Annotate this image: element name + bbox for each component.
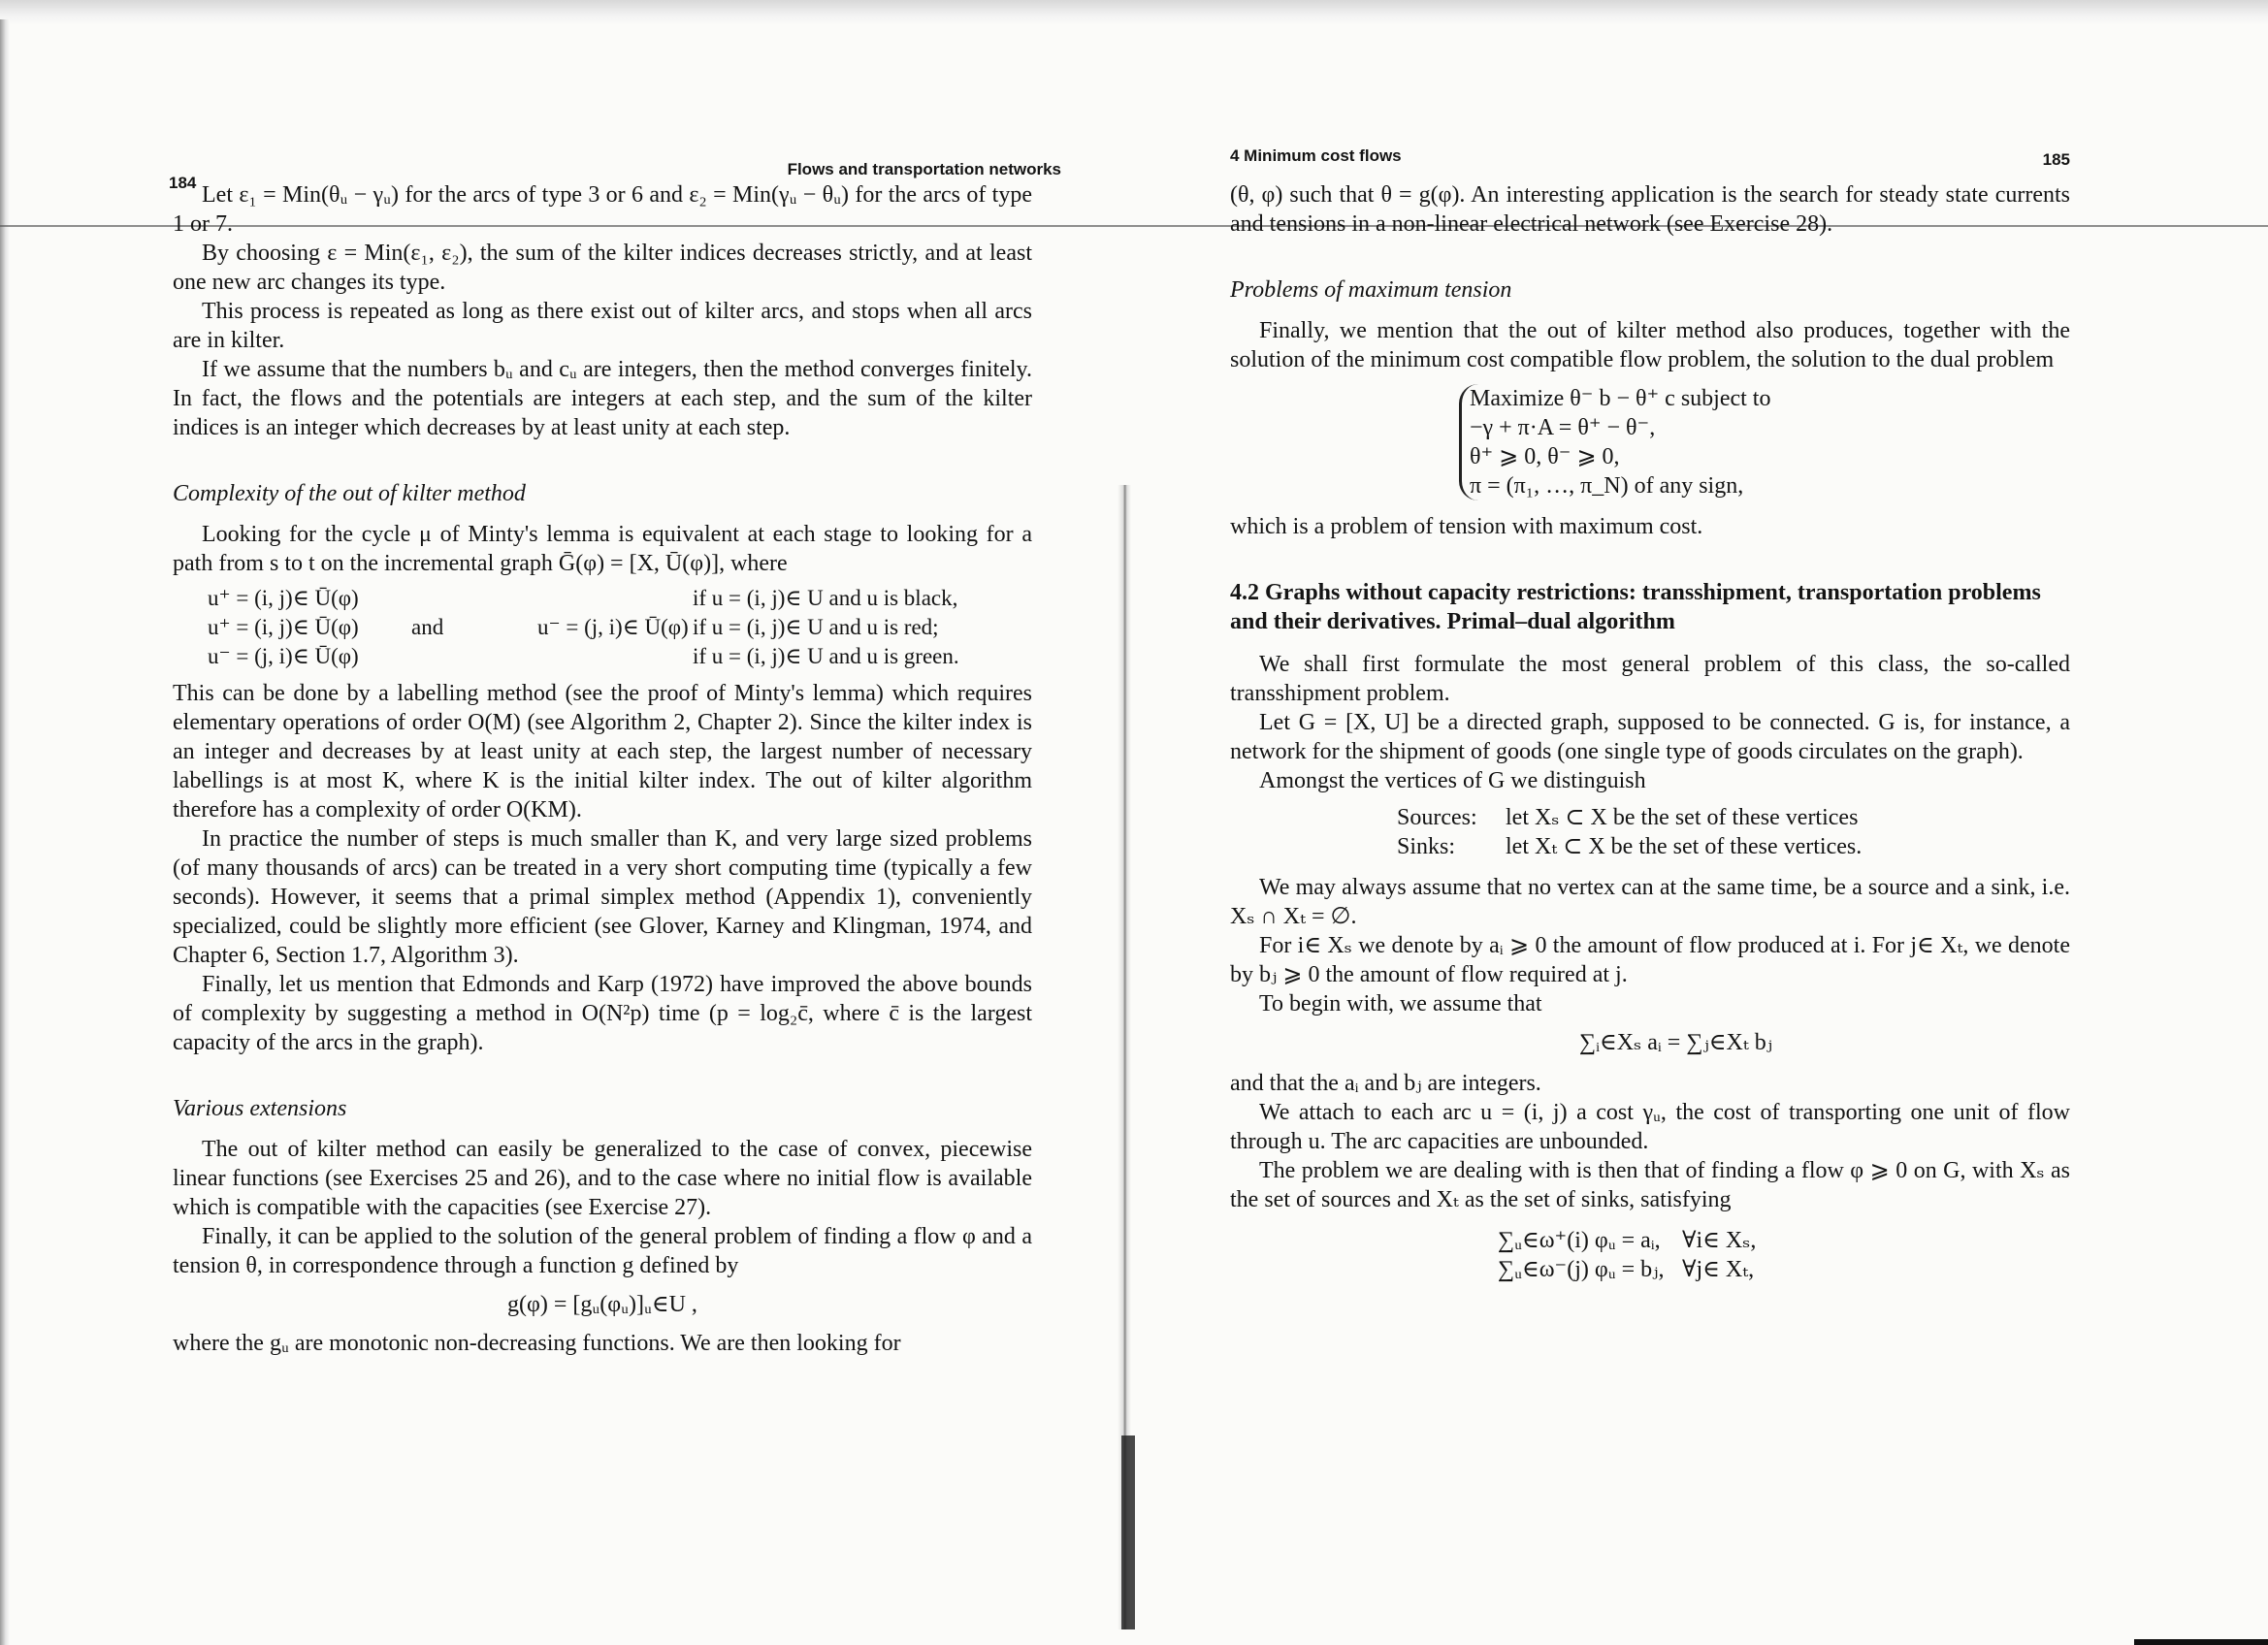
case-row: u⁺ = (i, j)∈ Ū(φ) and u⁻ = (j, i)∈ Ū(φ) if u = (i, j)∈ U and u is red; [208,615,939,639]
max-tension-heading: Problems of maximum tension [1230,277,1512,303]
supply-demand-equation: ∑ᵢ∈Xₛ aᵢ = ∑ⱼ∈Xₜ bⱼ [1579,1030,1773,1055]
right-paragraph: To begin with, we assume that [1259,991,1542,1016]
book-gutter-shadow [1121,1435,1135,1629]
right-paragraph: For i∈ Xₛ we denote by aᵢ ⩾ 0 the amount of flow produced at i. For j∈ Xₜ, we denote by bⱼ ⩾ 0 the amount of flow required at j. [1230,933,2070,987]
case-row: u⁻ = (j, i)∈ Ū(φ) if u = (i, j)∈ U and u is green. [208,644,959,668]
right-paragraph: Let G = [X, U] be a directed graph, supposed to be connected. G is, for instance, a network for the shipment of goods (one single type of goods circulates on the graph). [1230,710,2070,764]
left-running-head [169,145,1061,192]
right-paragraph: (θ, φ) such that θ = g(φ). An interesting application is the search for steady state currents and tensions in a non-linear electrical network (see Exercise 28). [1230,182,2070,237]
dual-problem-system: Maximize θ⁻ b − θ⁺ c subject to −γ + π·A = θ⁺ − θ⁻, θ⁺ ⩾ 0, θ⁻ ⩾ 0, π = (π₁, …, π_N) of any sign, [1459,384,2070,500]
right-paragraph: Amongst the vertices of G we distinguish [1259,768,1646,793]
g-formula: g(φ) = [gᵤ(φᵤ)]ᵤ∈U , [507,1292,697,1317]
right-paragraph: and that the aᵢ and bⱼ are integers. [1230,1071,1541,1096]
scan-top-band [0,0,2268,25]
left-paragraph: By choosing ε = Min(ε₁, ε₂), the sum of the kilter indices decreases strictly, and at least one new arc changes its type. [173,241,1032,295]
right-page [1230,145,2070,1284]
right-page-number: 185 [2042,150,2070,169]
left-paragraph: where the gᵤ are monotonic non-decreasing functions. We are then looking for [173,1331,901,1356]
right-running-title: 4 Minimum cost flows [1230,146,1402,165]
right-paragraph: We shall first formulate the most general problem of this class, the so-called transshipment problem. [1230,652,2070,706]
left-paragraph: Finally, it can be applied to the solution of the general problem of finding a flow φ and a tension θ, in correspondence through a function g defined by [173,1224,1032,1278]
right-running-head [1230,145,2070,180]
complexity-heading: Complexity of the out of kilter method [173,481,526,506]
left-paragraph: Finally, let us mention that Edmonds and Karp (1972) have improved the above bounds of complexity by suggesting a method in O(N²p) time (p = log₂c̄, where c̄ is the largest capacity of the arcs in the graph). [173,972,1032,1055]
right-paragraph: Finally, we mention that the out of kilter method also produces, together with the solution of the minimum cost compatible flow problem, the solution to the dual problem [1230,318,2070,372]
section-heading-4-2: 4.2 Graphs without capacity restrictions: transshipment, transportation problems and their derivatives. Primal–dual algorithm [1230,580,2041,634]
right-paragraph: We attach to each arc u = (i, j) a cost γᵤ, the cost of transporting one unit of flow through u. The arc capacities are unbounded. [1230,1100,2070,1154]
left-paragraph: In practice the number of steps is much smaller than K, and very large sized problems (of many thousands of arcs) can be treated in a very short computing time (typically a few seconds). However, it seems that a primal simplex method (Appendix 1), conveniently specialized, could be slightly more efficient (see Glover, Karney and Klingman, 1974, and Chapter 6, Section 1.7, Algorithm 3). [173,826,1032,968]
sources-sinks-list: Sources: let Xₛ ⊂ X be the set of these vertices Sinks: let Xₜ ⊂ X be the set of these vertices. [1397,805,1863,859]
flow-constraints: ∑ᵤ∈ω⁺(i) φᵤ = aᵢ, ∀i∈ Xₛ, ∑ᵤ∈ω⁻(j) φᵤ = bⱼ, ∀j∈ Xₜ, [1498,1228,1757,1282]
scan-edge-mark [2134,1639,2268,1645]
left-paragraph: Looking for the cycle μ of Minty's lemma is equivalent at each stage to looking for a path from s to t on the incremental graph Ḡ(φ) = [X, Ū(φ)], where [173,522,1032,576]
left-paragraph: If we assume that the numbers bᵤ and cᵤ are integers, then the method converges finitely. In fact, the flows and the potentials are integers at each step, and the sum of the kilter indices is an integer which decreases by at least unity at each step. [173,357,1032,440]
extensions-heading: Various extensions [173,1096,347,1121]
right-paragraph: The problem we are dealing with is then that of finding a flow φ ⩾ 0 on G, with Xₛ as the set of sources and Xₜ as the set of sinks, satisfying [1230,1158,2070,1212]
left-page [169,145,1061,1358]
left-running-title: Flows and transportation networks [787,160,1061,178]
case-row: u⁺ = (i, j)∈ Ū(φ) if u = (i, j)∈ U and u is black, [208,586,958,610]
right-paragraph: which is a problem of tension with maximum cost. [1230,514,1703,539]
right-paragraph: We may always assume that no vertex can at the same time, be a source and a sink, i.e. Xₛ ∩ Xₜ = ∅. [1230,875,2070,929]
left-paragraph: This process is repeated as long as there exist out of kilter arcs, and stops when all arcs are in kilter. [173,299,1032,353]
left-page-number: 184 [169,174,197,192]
left-paragraph: The out of kilter method can easily be generalized to the case of convex, piecewise linear functions (see Exercises 25 and 26), and to the case where no initial flow is available which is compatible with the capacities (see Exercise 27). [173,1137,1032,1220]
left-paragraph: Let ε₁ = Min(θᵤ − γᵤ) for the arcs of type 3 or 6 and ε₂ = Min(γᵤ − θᵤ) for the arcs of type 1 or 7. [173,182,1032,237]
scan-left-shadow [0,19,10,1645]
incremental-graph-cases [173,584,1032,671]
left-paragraph: This can be done by a labelling method (see the proof of Minty's lemma) which requires elementary operations of order O(M) (see Algorithm 2, Chapter 2). Since the kilter index is an integer and decreases by at least unity at each step, the largest number of necessary labellings is at most K, where K is the initial kilter index. The out of kilter algorithm therefore has a complexity of order O(KM). [173,681,1032,822]
